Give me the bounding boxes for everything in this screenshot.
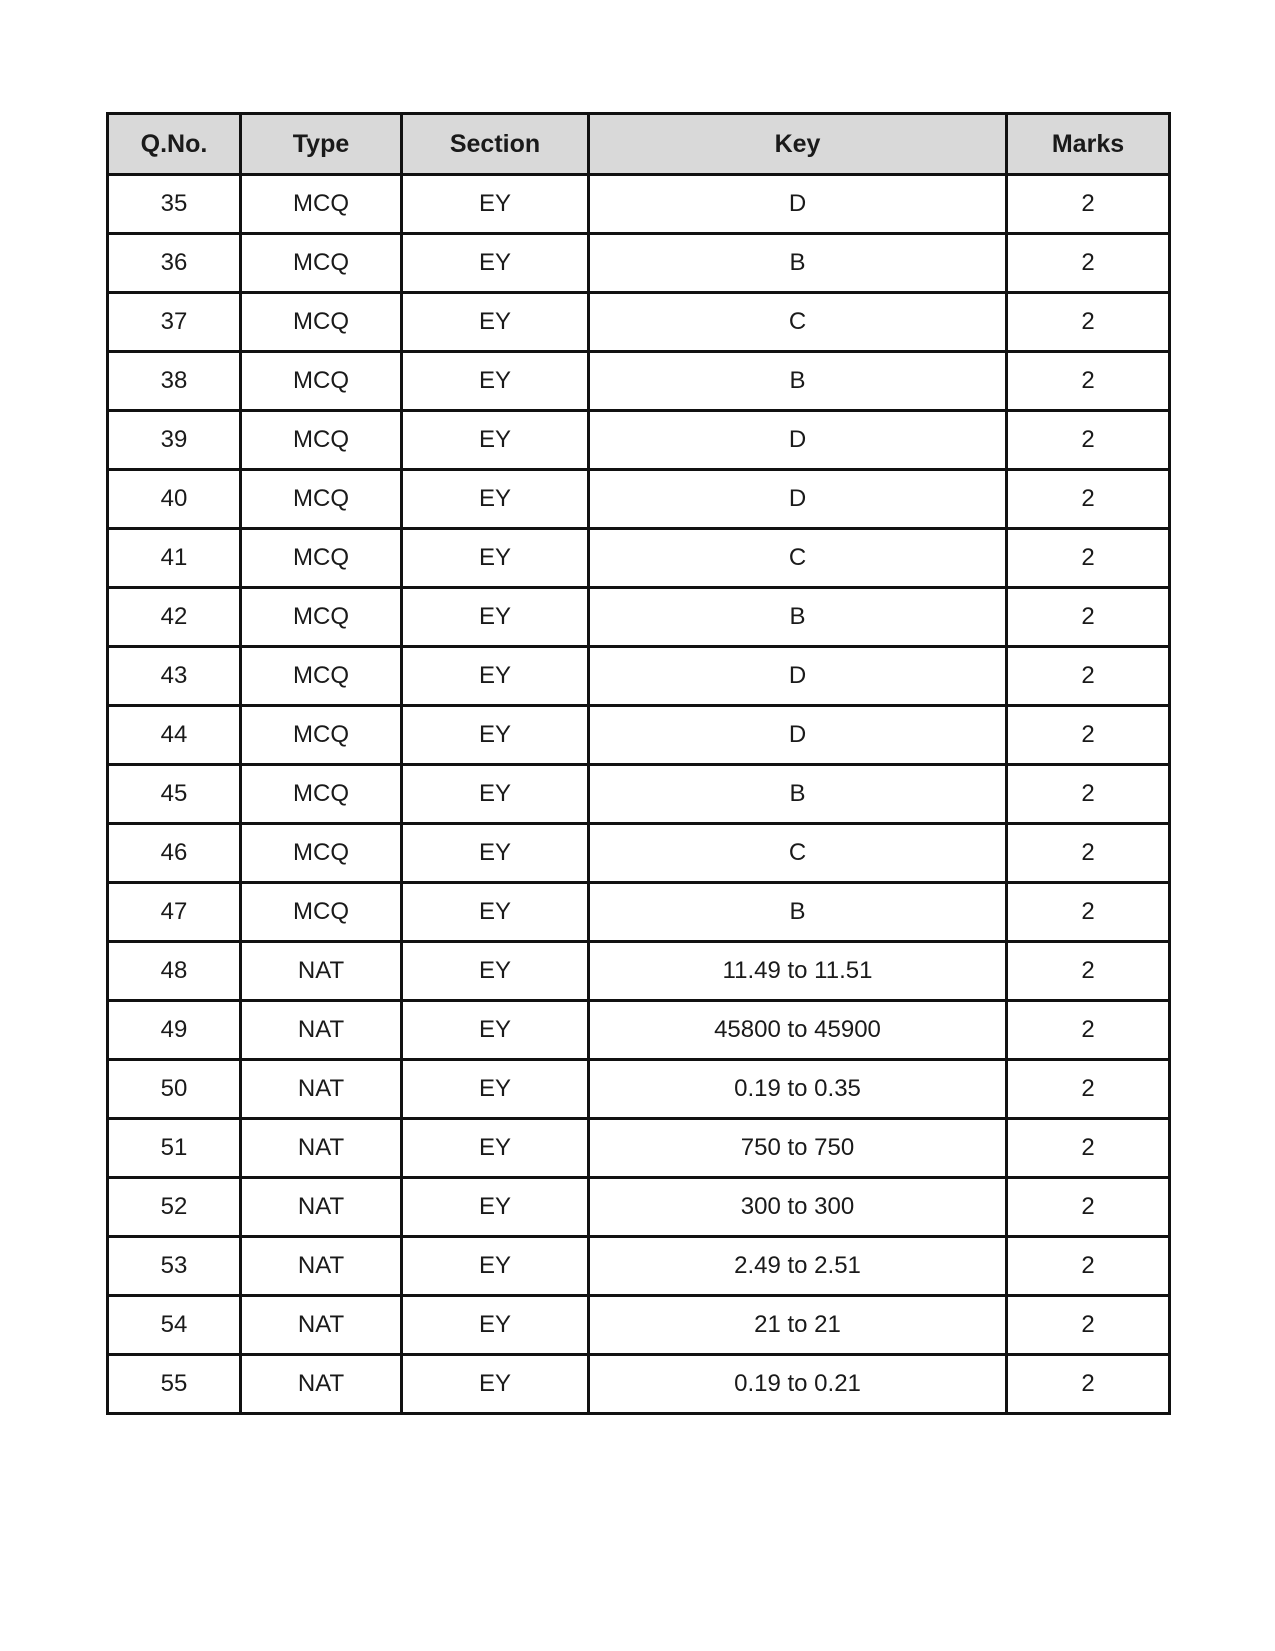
cell-qno: 43 (108, 647, 241, 706)
cell-key: D (589, 706, 1007, 765)
cell-type: MCQ (241, 352, 402, 411)
table-row (108, 175, 1170, 234)
cell-type: MCQ (241, 824, 402, 883)
cell-marks: 2 (1007, 470, 1170, 529)
header-type: Type (241, 114, 402, 175)
cell-marks: 2 (1007, 942, 1170, 1001)
cell-marks: 2 (1007, 1237, 1170, 1296)
table-row (108, 1178, 1170, 1237)
header-row (108, 114, 1170, 175)
cell-section: EY (402, 1355, 589, 1414)
cell-marks: 2 (1007, 1178, 1170, 1237)
cell-qno: 44 (108, 706, 241, 765)
cell-marks: 2 (1007, 1119, 1170, 1178)
cell-type: NAT (241, 1001, 402, 1060)
cell-qno: 41 (108, 529, 241, 588)
cell-marks: 2 (1007, 1001, 1170, 1060)
cell-qno: 46 (108, 824, 241, 883)
cell-section: EY (402, 883, 589, 942)
table-header (108, 114, 1170, 175)
cell-key: B (589, 352, 1007, 411)
cell-section: EY (402, 411, 589, 470)
cell-qno: 36 (108, 234, 241, 293)
cell-qno: 49 (108, 1001, 241, 1060)
table-row (108, 765, 1170, 824)
cell-key: 300 to 300 (589, 1178, 1007, 1237)
cell-marks: 2 (1007, 1296, 1170, 1355)
cell-key: 750 to 750 (589, 1119, 1007, 1178)
cell-key: 45800 to 45900 (589, 1001, 1007, 1060)
table-row (108, 1060, 1170, 1119)
cell-key: B (589, 765, 1007, 824)
cell-section: EY (402, 1178, 589, 1237)
cell-key: 2.49 to 2.51 (589, 1237, 1007, 1296)
cell-marks: 2 (1007, 647, 1170, 706)
cell-type: MCQ (241, 411, 402, 470)
cell-key: D (589, 175, 1007, 234)
table-row (108, 411, 1170, 470)
table-row (108, 942, 1170, 1001)
cell-type: MCQ (241, 883, 402, 942)
cell-qno: 52 (108, 1178, 241, 1237)
cell-section: EY (402, 706, 589, 765)
cell-type: MCQ (241, 293, 402, 352)
cell-key: D (589, 647, 1007, 706)
cell-type: MCQ (241, 529, 402, 588)
cell-type: NAT (241, 1237, 402, 1296)
cell-type: NAT (241, 1355, 402, 1414)
cell-section: EY (402, 352, 589, 411)
cell-qno: 53 (108, 1237, 241, 1296)
cell-type: MCQ (241, 765, 402, 824)
cell-section: EY (402, 470, 589, 529)
cell-qno: 48 (108, 942, 241, 1001)
table-row (108, 1001, 1170, 1060)
cell-section: EY (402, 1060, 589, 1119)
cell-type: NAT (241, 942, 402, 1001)
cell-section: EY (402, 1237, 589, 1296)
cell-key: C (589, 529, 1007, 588)
table-row (108, 1237, 1170, 1296)
table-row (108, 293, 1170, 352)
cell-key: C (589, 293, 1007, 352)
table-row (108, 1119, 1170, 1178)
cell-qno: 47 (108, 883, 241, 942)
cell-key: B (589, 883, 1007, 942)
cell-marks: 2 (1007, 765, 1170, 824)
header-qno: Q.No. (108, 114, 241, 175)
cell-key: 11.49 to 11.51 (589, 942, 1007, 1001)
cell-marks: 2 (1007, 411, 1170, 470)
table-row (108, 1355, 1170, 1414)
table-row (108, 824, 1170, 883)
table-row (108, 470, 1170, 529)
cell-key: D (589, 411, 1007, 470)
cell-type: MCQ (241, 588, 402, 647)
cell-type: NAT (241, 1119, 402, 1178)
table-row (108, 647, 1170, 706)
table-row (108, 1296, 1170, 1355)
table-row (108, 706, 1170, 765)
cell-section: EY (402, 647, 589, 706)
cell-type: NAT (241, 1178, 402, 1237)
cell-qno: 55 (108, 1355, 241, 1414)
cell-marks: 2 (1007, 588, 1170, 647)
cell-section: EY (402, 942, 589, 1001)
cell-section: EY (402, 234, 589, 293)
cell-section: EY (402, 588, 589, 647)
cell-key: 0.19 to 0.21 (589, 1355, 1007, 1414)
cell-qno: 51 (108, 1119, 241, 1178)
cell-section: EY (402, 175, 589, 234)
answer-key-table (106, 112, 1171, 1415)
header-marks: Marks (1007, 114, 1170, 175)
cell-key: C (589, 824, 1007, 883)
cell-qno: 50 (108, 1060, 241, 1119)
cell-key: B (589, 588, 1007, 647)
cell-qno: 40 (108, 470, 241, 529)
cell-section: EY (402, 765, 589, 824)
cell-key: D (589, 470, 1007, 529)
cell-qno: 45 (108, 765, 241, 824)
cell-marks: 2 (1007, 293, 1170, 352)
cell-type: MCQ (241, 706, 402, 765)
cell-section: EY (402, 824, 589, 883)
table-row (108, 883, 1170, 942)
cell-marks: 2 (1007, 706, 1170, 765)
cell-qno: 35 (108, 175, 241, 234)
cell-type: MCQ (241, 234, 402, 293)
cell-type: MCQ (241, 175, 402, 234)
cell-section: EY (402, 1296, 589, 1355)
table-row (108, 352, 1170, 411)
cell-type: NAT (241, 1060, 402, 1119)
cell-qno: 42 (108, 588, 241, 647)
cell-key: 21 to 21 (589, 1296, 1007, 1355)
cell-marks: 2 (1007, 234, 1170, 293)
cell-qno: 39 (108, 411, 241, 470)
cell-type: NAT (241, 1296, 402, 1355)
cell-marks: 2 (1007, 824, 1170, 883)
cell-type: MCQ (241, 470, 402, 529)
cell-marks: 2 (1007, 529, 1170, 588)
cell-marks: 2 (1007, 1355, 1170, 1414)
cell-qno: 38 (108, 352, 241, 411)
header-section: Section (402, 114, 589, 175)
cell-section: EY (402, 529, 589, 588)
cell-key: B (589, 234, 1007, 293)
cell-type: MCQ (241, 647, 402, 706)
cell-section: EY (402, 1119, 589, 1178)
cell-qno: 54 (108, 1296, 241, 1355)
header-key: Key (589, 114, 1007, 175)
cell-marks: 2 (1007, 883, 1170, 942)
cell-key: 0.19 to 0.35 (589, 1060, 1007, 1119)
cell-qno: 37 (108, 293, 241, 352)
cell-section: EY (402, 1001, 589, 1060)
cell-marks: 2 (1007, 1060, 1170, 1119)
cell-marks: 2 (1007, 175, 1170, 234)
table-body (108, 175, 1170, 1414)
cell-marks: 2 (1007, 352, 1170, 411)
table-row (108, 588, 1170, 647)
table-row (108, 234, 1170, 293)
cell-section: EY (402, 293, 589, 352)
table-row (108, 529, 1170, 588)
